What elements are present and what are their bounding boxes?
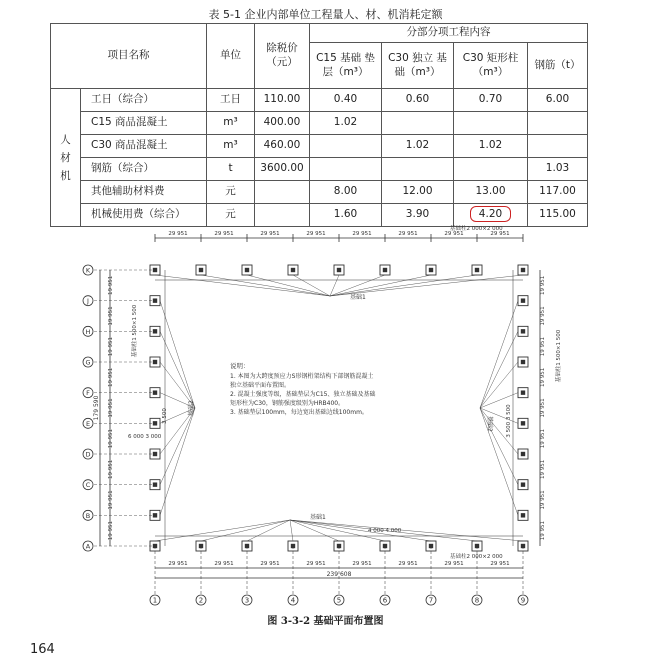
axis-label: D [85, 450, 91, 459]
leader-line [330, 275, 339, 296]
note-line: 3. 基础垫层100mm，每边宽出基础边线100mm。 [230, 409, 368, 416]
column-mark [521, 483, 525, 487]
column-mark [383, 544, 387, 548]
axis-label: E [85, 419, 91, 428]
cell-steel [528, 135, 588, 158]
header-c15: C15 基础 垫层（m³） [310, 43, 382, 89]
cell-c15: 0.40 [310, 89, 382, 112]
column-mark [153, 544, 157, 548]
cell-name: C30 商品混凝土 [81, 135, 207, 158]
axis-label: 8 [474, 596, 480, 605]
cell-price: 110.00 [255, 89, 310, 112]
cell-c15: 1.02 [310, 112, 382, 135]
leader-line [247, 275, 330, 296]
dim-row-span: 19 951 [108, 490, 114, 510]
axis-label: 2 [198, 596, 204, 605]
header-c30a: C30 独立 基础（m³） [382, 43, 454, 89]
dim-row-span: 19 951 [108, 306, 114, 326]
axis-label: C [85, 481, 91, 490]
leader-line [290, 520, 293, 541]
column-mark [521, 544, 525, 548]
column-mark [337, 544, 341, 548]
label-column-top: 基础柱2 000×2 000 [450, 226, 503, 232]
dim-top-span: 29 951 [490, 231, 510, 237]
label-foundation2-right: 基础2 [486, 416, 493, 432]
axis-label: 3 [244, 596, 250, 605]
dim-top-span: 29 951 [260, 231, 280, 237]
column-mark [153, 452, 157, 456]
column-mark [475, 268, 479, 272]
leader-line [480, 362, 518, 408]
column-mark [245, 268, 249, 272]
dim-top-span: 29 951 [352, 231, 372, 237]
cell-c30b: 1.02 [454, 135, 528, 158]
leader-line [330, 275, 477, 296]
table-caption: 表 5-1 企业内部单位工程量人、材、机消耗定额 [208, 8, 443, 21]
axis-label: A [85, 542, 91, 551]
dim-top-span: 29 951 [168, 231, 188, 237]
column-mark [153, 483, 157, 487]
dim-bottom-span: 29 951 [352, 561, 372, 567]
dim-row-span: 19 951 [108, 398, 114, 418]
axis-label: F [86, 389, 90, 398]
column-mark [475, 544, 479, 548]
cell-name: C15 商品混凝土 [81, 112, 207, 135]
dim-row-span: 19 951 [540, 275, 546, 295]
cell-steel: 115.00 [528, 204, 588, 227]
cell-price [255, 181, 310, 204]
cell-steel: 6.00 [528, 89, 588, 112]
cell-name: 其他辅助材料费 [81, 181, 207, 204]
leader-line [201, 520, 290, 541]
header-group: 分部分项工程内容 [310, 24, 588, 43]
cell-price: 3600.00 [255, 158, 310, 181]
leader-line [480, 331, 518, 408]
column-mark [153, 391, 157, 395]
table-row [51, 112, 588, 135]
column-mark [521, 422, 525, 426]
header-unit: 单位 [207, 24, 255, 89]
leader-line [480, 408, 518, 423]
leader-line [480, 408, 518, 515]
notes-title: 说明： [230, 362, 250, 370]
note-line: 1. 本图为大跨度预应力S形钢桁架结构下部钢筋混凝土 [230, 373, 374, 380]
leader-line [155, 520, 290, 541]
cell-unit: 工日 [207, 89, 255, 112]
column-mark [199, 268, 203, 272]
column-mark [521, 514, 525, 518]
column-mark [245, 544, 249, 548]
header-price-unit: （元） [266, 56, 298, 68]
axis-label: 5 [336, 596, 342, 605]
quota-table [50, 23, 588, 227]
note-line: 独立基础平面布置图。 [230, 382, 291, 389]
dim-row-span: 19 951 [540, 521, 546, 541]
cell-c30a: 0.60 [382, 89, 454, 112]
dim-row-span: 19 951 [540, 306, 546, 326]
dim-row-span: 19 951 [540, 337, 546, 357]
column-mark [383, 268, 387, 272]
leader-line [480, 408, 518, 454]
cell-c15: 1.60 [310, 204, 382, 227]
column-mark [521, 330, 525, 334]
dim-right-detail: 3 500 3 500 [506, 404, 512, 438]
side-label: 人 材 机 [51, 89, 81, 227]
dim-bottom-span: 29 951 [444, 561, 464, 567]
label-column-left: 基础柱1 500×1 500 [132, 304, 138, 358]
axis-label: G [85, 358, 91, 367]
dim-row-span: 19 951 [540, 398, 546, 418]
table-row [51, 135, 588, 158]
label-foundation1-bottom: 基础1 [310, 514, 326, 521]
column-mark [521, 268, 525, 272]
dim-row-span: 19 951 [108, 429, 114, 449]
leader-line [155, 275, 330, 296]
cell-price: 400.00 [255, 112, 310, 135]
foundation-plan-drawing [70, 216, 580, 606]
dim-bottom-span: 29 951 [490, 561, 510, 567]
dim-bottom-span: 29 951 [260, 561, 280, 567]
leader-line [480, 301, 518, 408]
axis-label: 9 [520, 596, 526, 605]
cell-c30b [454, 112, 528, 135]
dim-bottom-span: 29 951 [214, 561, 234, 567]
dim-row-span: 19 951 [108, 275, 114, 295]
cell-steel [528, 112, 588, 135]
column-mark [291, 268, 295, 272]
cell-unit: 元 [207, 181, 255, 204]
column-mark [337, 268, 341, 272]
table-row [51, 89, 588, 112]
table-row [51, 158, 588, 181]
cell-c15 [310, 158, 382, 181]
axis-label: B [85, 511, 91, 520]
note-line: 2. 混凝土强度等级，基础垫层为C15、独立基础及基础 [230, 391, 376, 398]
column-mark [153, 268, 157, 272]
column-mark [153, 330, 157, 334]
cell-unit: m³ [207, 112, 255, 135]
cell-steel: 117.00 [528, 181, 588, 204]
dim-top-span: 29 951 [398, 231, 418, 237]
cell-name: 机械使用费（综合） [81, 204, 207, 227]
dim-left-vertical: 3 500 [162, 408, 168, 424]
dim-total-height: 179 590 [93, 395, 100, 421]
column-mark [521, 299, 525, 303]
cell-c15: 8.00 [310, 181, 382, 204]
dim-bottom-span: 29 951 [168, 561, 188, 567]
cell-price: 460.00 [255, 135, 310, 158]
cell-c30b [454, 158, 528, 181]
column-mark [429, 544, 433, 548]
dim-top-span: 29 951 [306, 231, 326, 237]
dim-bottom-span: 29 951 [398, 561, 418, 567]
cell-c30a [382, 158, 454, 181]
column-mark [199, 544, 203, 548]
table-row [51, 181, 588, 204]
column-mark [153, 514, 157, 518]
dim-top-span: 29 951 [214, 231, 234, 237]
column-mark [291, 544, 295, 548]
dim-top-span: 29 951 [444, 231, 464, 237]
column-mark [429, 268, 433, 272]
leader-line [201, 275, 330, 296]
dim-row-span: 19 951 [108, 337, 114, 357]
leader-line [330, 275, 431, 296]
cell-c15 [310, 135, 382, 158]
cell-steel: 1.03 [528, 158, 588, 181]
column-mark [153, 422, 157, 426]
cell-unit: 元 [207, 204, 255, 227]
dim-row-span: 19 951 [108, 367, 114, 387]
label-foundation1-top: 基础1 [350, 294, 366, 301]
dim-row-span: 19 951 [108, 521, 114, 541]
axis-label: 1 [152, 596, 158, 605]
dim-row-span: 19 951 [540, 459, 546, 479]
page-number: 164 [30, 642, 55, 657]
leader-line [290, 520, 523, 541]
column-mark [521, 452, 525, 456]
cell-c30b: 0.70 [454, 89, 528, 112]
column-mark [521, 360, 525, 364]
dim-row-span: 19 951 [540, 429, 546, 449]
axis-label: J [87, 297, 89, 306]
dim-row-span: 19 951 [540, 490, 546, 510]
cell-c30a: 1.02 [382, 135, 454, 158]
column-mark [521, 391, 525, 395]
label-column-bottom: 基础柱2 000×2 000 [450, 554, 503, 560]
cell-c30a: 12.00 [382, 181, 454, 204]
header-price [255, 24, 310, 89]
leader-line [290, 520, 431, 541]
cell-unit: m³ [207, 135, 255, 158]
axis-label: 7 [428, 596, 434, 605]
cell-c30a [382, 112, 454, 135]
cell-c30b: 13.00 [454, 181, 528, 204]
leader-line [480, 408, 518, 485]
label-foundation2-left: 基础2 [188, 400, 195, 416]
header-price-label: 除税价 [266, 42, 298, 55]
highlighted-value: 4.20 [470, 206, 511, 222]
dim-left-detail: 6 000 3 000 [128, 434, 162, 440]
cell-name: 工日（综合） [81, 89, 207, 112]
axis-label: 4 [290, 596, 296, 605]
leader-line [480, 393, 518, 408]
column-mark [153, 360, 157, 364]
dim-row-span: 19 951 [540, 367, 546, 387]
header-item: 项目名称 [51, 24, 207, 89]
cell-c30a: 3.90 [382, 204, 454, 227]
dim-bottom-detail: 4 000 4 000 [368, 528, 402, 534]
column-mark [153, 299, 157, 303]
axis-label: H [85, 327, 91, 336]
leader-line [290, 520, 339, 541]
figure-caption: 图 3-3-2 基础平面布置图 [267, 616, 384, 627]
header-steel: 钢筋（t） [528, 43, 588, 89]
dim-row-span: 19 951 [108, 459, 114, 479]
note-line: 矩形柱为C30，钢筋强度级别为HRB400。 [230, 400, 345, 407]
dim-total-width: 239 608 [326, 571, 352, 578]
dim-bottom-span: 29 951 [306, 561, 326, 567]
cell-unit: t [207, 158, 255, 181]
header-c30b: C30 矩形柱（m³） [454, 43, 528, 89]
axis-label: K [85, 266, 91, 275]
label-column-right: 基础柱1 500×1 500 [556, 329, 562, 383]
axis-label: 6 [382, 596, 388, 605]
cell-name: 钢筋（综合） [81, 158, 207, 181]
leader-line [330, 275, 523, 296]
